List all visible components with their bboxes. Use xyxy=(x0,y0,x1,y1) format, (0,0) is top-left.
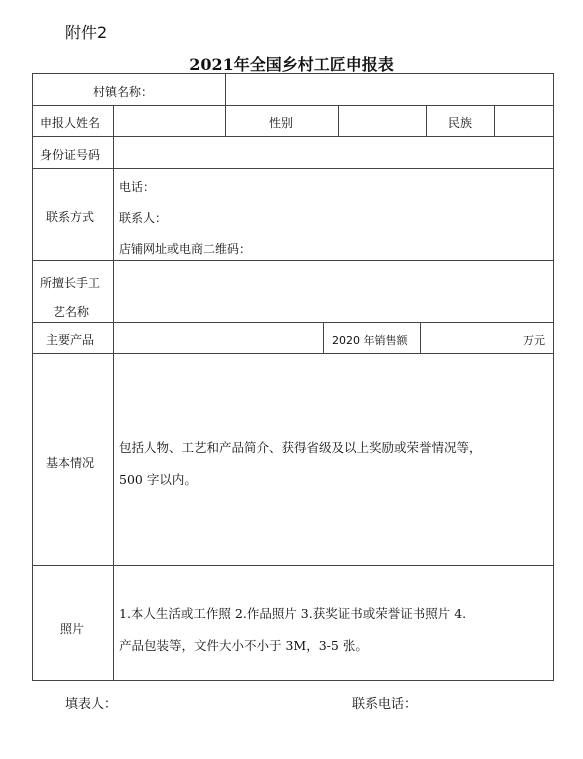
village-label: 村镇名称： xyxy=(93,85,154,99)
phone-label: 电话： xyxy=(119,180,156,194)
row-divider xyxy=(33,353,553,354)
shop-label: 店铺网址或电商二维码： xyxy=(119,242,252,256)
id-number-label: 身份证号码 xyxy=(40,148,101,162)
row-divider xyxy=(33,105,553,106)
craft-label-line2: 艺名称 xyxy=(53,305,90,319)
sales-label: 2020 年销售额 xyxy=(332,334,408,347)
ethnicity-field[interactable] xyxy=(495,106,553,136)
row-divider xyxy=(33,565,553,566)
products-field[interactable] xyxy=(114,323,323,353)
form-title: 2021年全国乡村工匠申报表 xyxy=(189,55,394,74)
contact-person-label: 联系人： xyxy=(119,211,168,225)
applicant-name-label: 申报人姓名 xyxy=(40,116,101,130)
id-number-field[interactable] xyxy=(114,137,553,168)
filler-label: 填表人： xyxy=(65,697,118,712)
ethnicity-label: 民族 xyxy=(448,116,473,130)
col-divider xyxy=(323,322,324,353)
gender-field[interactable] xyxy=(339,106,426,136)
footer-phone-label: 联系电话： xyxy=(352,697,418,712)
basic-hint-line2: 500 字以内。 xyxy=(119,472,197,487)
craft-field[interactable] xyxy=(114,261,553,322)
products-label: 主要产品 xyxy=(46,333,95,347)
col-divider xyxy=(113,105,114,680)
craft-label-line1: 所擅长手工 xyxy=(40,276,101,290)
sales-unit: 万元 xyxy=(523,334,545,347)
basic-label: 基本情况 xyxy=(46,456,95,470)
attachment-label: 附件2 xyxy=(65,23,108,42)
photo-hint-line2: 产品包装等，文件大小不小于 3M，3-5 张。 xyxy=(119,638,368,653)
photo-hint-line1: 1.本人生活或工作照 2.作品照片 3.获奖证书或荣誉证书照片 4. xyxy=(119,606,467,621)
village-field[interactable] xyxy=(226,74,553,105)
col-divider xyxy=(420,322,421,353)
col-divider xyxy=(426,105,427,136)
row-divider xyxy=(33,168,553,169)
basic-hint-line1: 包括人物、工艺和产品简介、获得省级及以上奖励或荣誉情况等， xyxy=(119,440,482,455)
contact-label: 联系方式 xyxy=(46,210,95,224)
application-form xyxy=(32,73,554,681)
photo-label: 照片 xyxy=(60,622,85,636)
applicant-name-field[interactable] xyxy=(114,106,225,136)
col-divider xyxy=(225,105,226,136)
gender-label: 性别 xyxy=(269,116,294,130)
